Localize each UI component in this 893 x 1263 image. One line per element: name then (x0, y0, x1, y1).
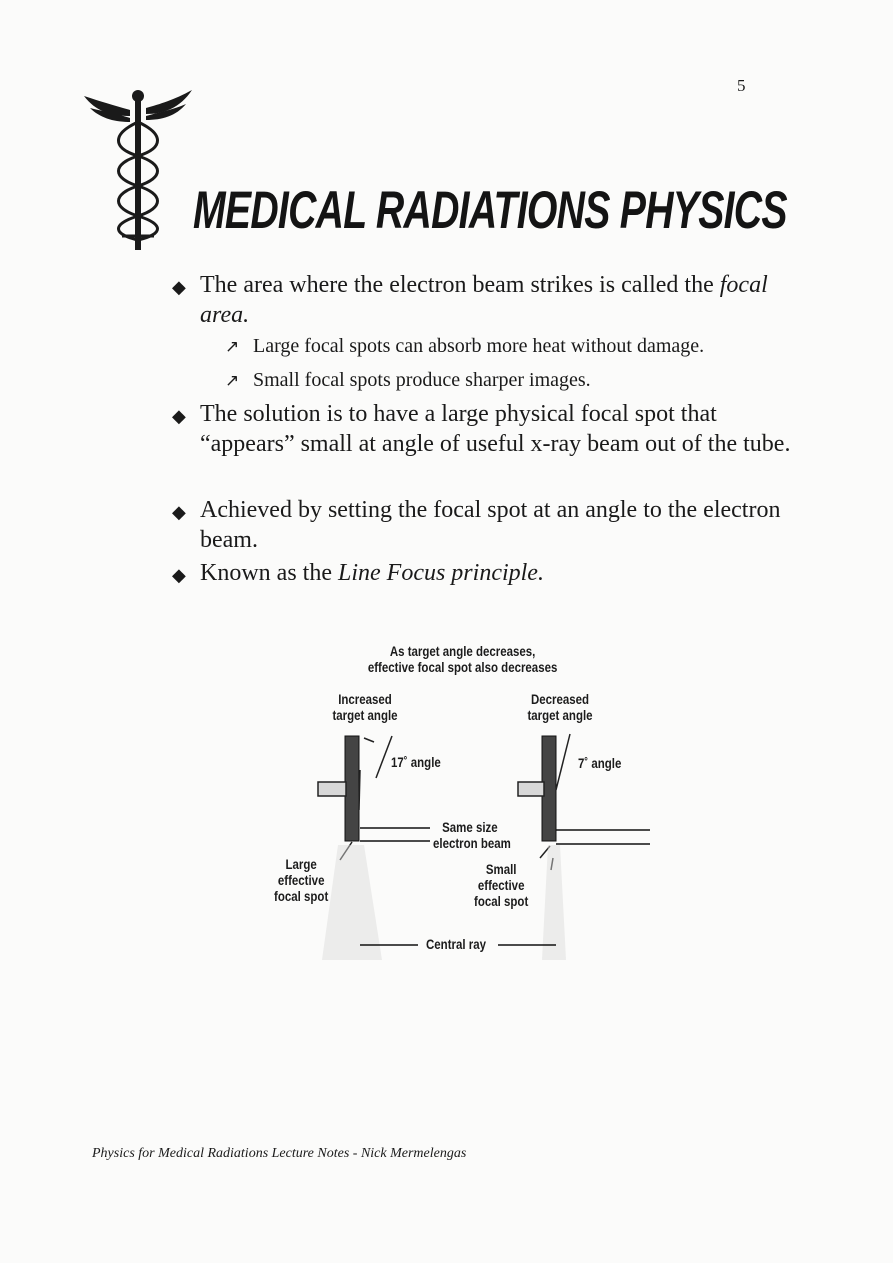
right-angle-label: 7˚ angle (578, 755, 622, 771)
page-number: 5 (737, 76, 746, 95)
left-heading (324, 691, 406, 723)
arrow-bullet-icon: ↗ (225, 371, 240, 391)
right-anode (498, 734, 650, 960)
label-line: focal spot (274, 888, 329, 904)
arrow-bullet-icon: ↗ (225, 337, 240, 357)
label-line: Same size (442, 819, 498, 835)
bullet-text: The area where the electron beam strikes is called the (200, 272, 720, 298)
label-line: Large (285, 856, 317, 872)
figure-caption (356, 643, 569, 675)
bullet-text: The solution is to have a large physical focal spot that “appears” small at angle of useful x-ray beam out of the tube. (200, 401, 791, 457)
label-line: effective (477, 877, 525, 893)
heading-line: target angle (332, 707, 398, 723)
diamond-bullet-icon: ◆ (172, 277, 186, 297)
diamond-bullet-icon: ◆ (172, 406, 186, 426)
label-line: electron beam (433, 835, 511, 851)
bullet-italic-term: focal area. (200, 272, 768, 328)
page-title: MEDICAL RADIATIONS PHYSICS (193, 181, 787, 240)
small-focal-spot-label (470, 861, 532, 909)
bullet-italic-term: Line Focus principle. (337, 560, 544, 586)
diamond-bullet-icon: ◆ (172, 502, 186, 522)
large-focal-spot-label (270, 856, 332, 904)
sub-bullet-text: Small focal spots produce sharper images. (253, 369, 591, 391)
right-heading (519, 691, 601, 723)
heading-line: target angle (527, 707, 593, 723)
label-line: Small (485, 861, 517, 877)
bullet-text: Known as the (200, 560, 338, 586)
heading-line: Increased (338, 691, 392, 707)
label-line: effective (277, 872, 325, 888)
sub-bullet-large-spots (225, 333, 704, 360)
diamond-bullet-icon: ◆ (172, 565, 186, 585)
sub-bullet-text: Large focal spots can absorb more heat without damage. (253, 335, 705, 357)
sub-bullet-small-spots (225, 367, 591, 394)
label-line: focal spot (474, 893, 529, 909)
page-footer: Physics for Medical Radiations Lecture Notes - Nick Mermelengas (92, 1146, 467, 1161)
bullet-text: Achieved by setting the focal spot at an angle to the electron beam. (200, 497, 781, 553)
electron-beam-label (433, 819, 511, 851)
figure-caption-line: As target angle decreases, (389, 643, 536, 659)
figure-caption-line: effective focal spot also decreases (367, 659, 558, 675)
left-angle-label: 17˚ angle (391, 754, 441, 770)
central-ray-label: Central ray (426, 936, 486, 952)
heading-line: Decreased (530, 691, 590, 707)
caduceus-icon (82, 86, 194, 254)
